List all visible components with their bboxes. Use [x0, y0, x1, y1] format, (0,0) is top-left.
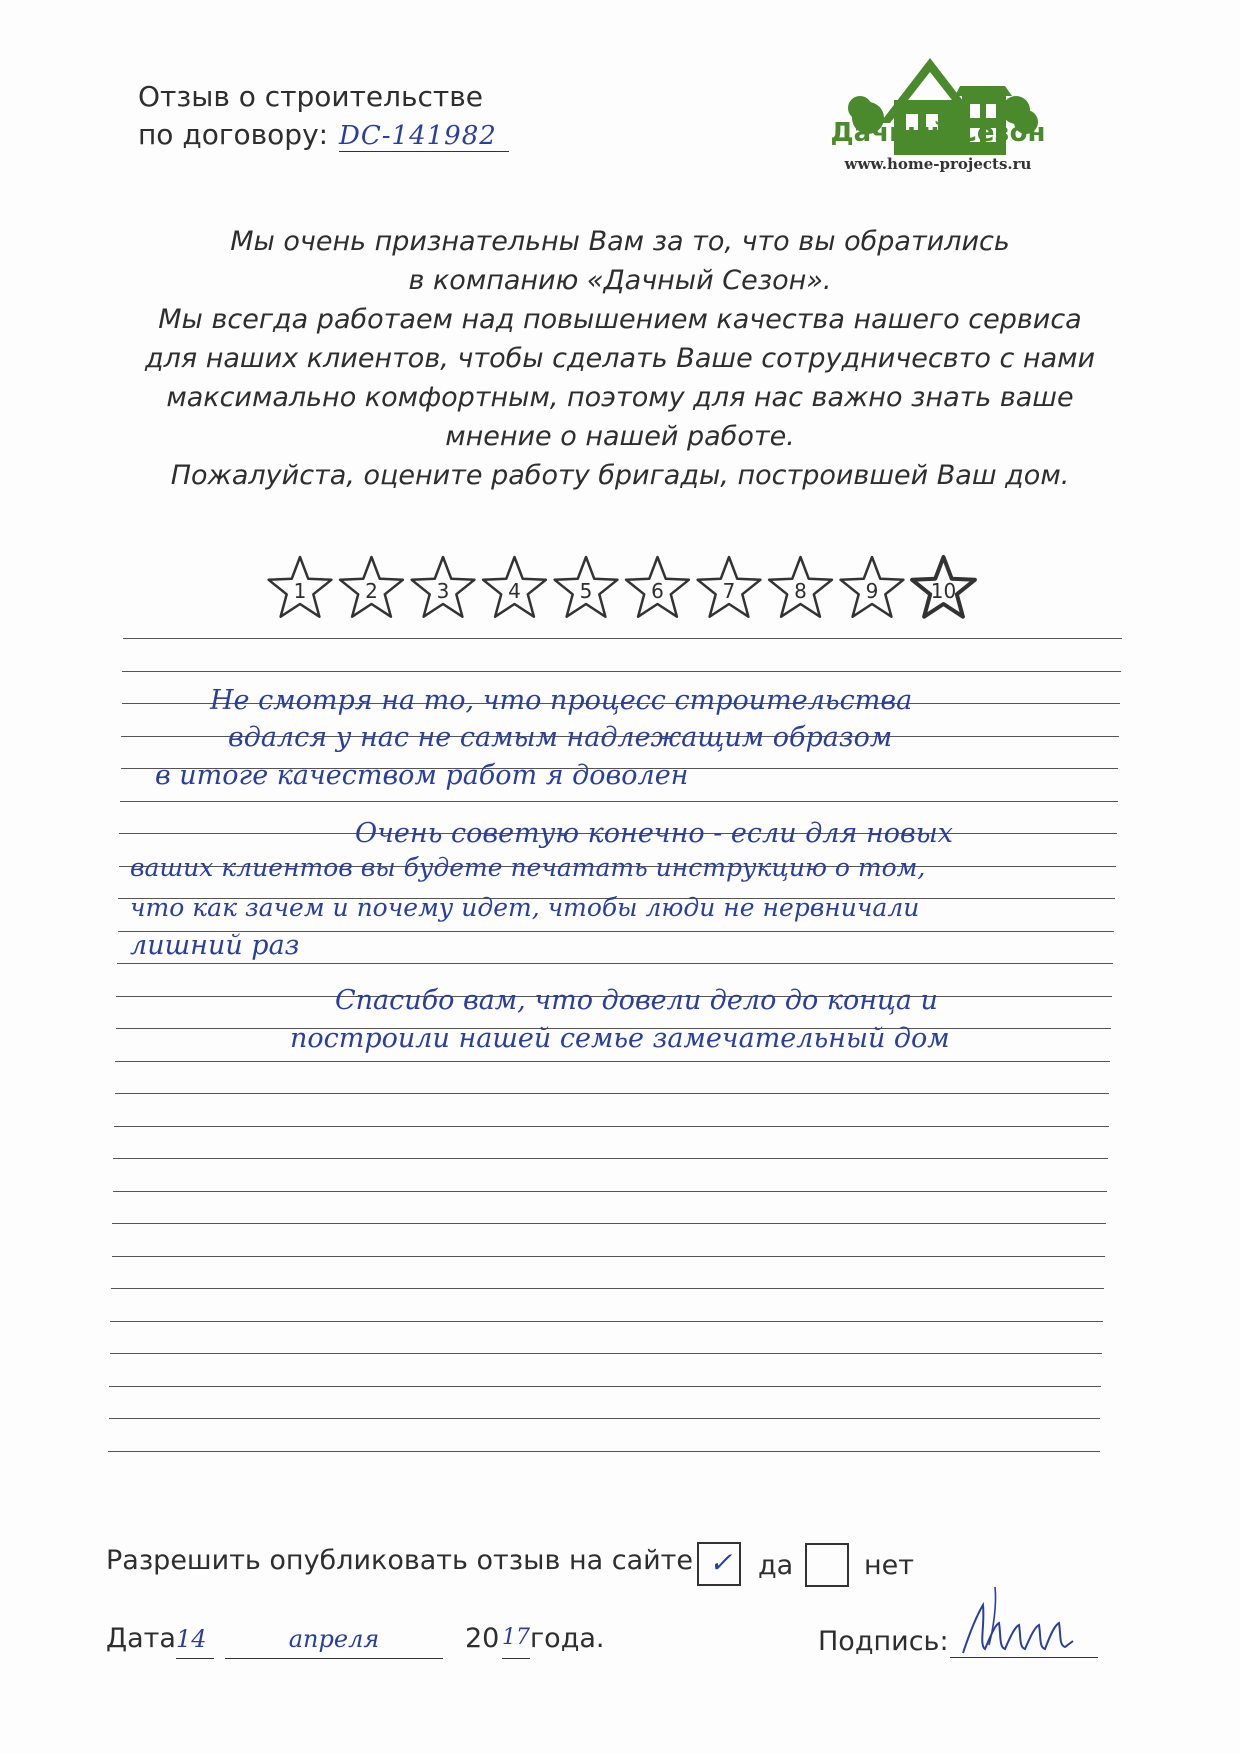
star-number: 1 [293, 579, 307, 603]
star-number: 7 [722, 579, 736, 603]
star-number: 8 [794, 579, 807, 603]
ruled-line [115, 1093, 1110, 1094]
ruled-line [108, 1451, 1100, 1452]
ruled-line [117, 963, 1113, 964]
ruled-line [110, 1321, 1103, 1322]
star-7[interactable] [698, 557, 761, 617]
star-5[interactable] [555, 557, 618, 617]
date-label: Дата [106, 1623, 176, 1654]
date-year-word: года. [530, 1623, 605, 1654]
intro-text [120, 222, 1120, 495]
date-year-prefix: 20 [465, 1623, 500, 1654]
date-year-value: 17 [502, 1625, 530, 1650]
intro-line: Мы очень признательны Вам за то, что вы обратились [230, 226, 1010, 257]
ruled-line [112, 1256, 1105, 1257]
date-month-field[interactable] [225, 1625, 443, 1659]
star-8[interactable] [769, 557, 832, 617]
review-line: что как зачем и почему идет, чтобы люди не нервничали [130, 893, 920, 922]
publish-yes-label: да [758, 1550, 794, 1581]
ruled-line [123, 638, 1122, 639]
ruled-line [113, 1191, 1107, 1192]
publish-yes-checkbox[interactable] [697, 1542, 741, 1586]
logo-url: www.home-projects.ru [844, 155, 1032, 173]
star-4[interactable] [483, 557, 546, 617]
star-number: 6 [651, 579, 664, 603]
contract-number-value: DC-141982 [339, 121, 497, 151]
star-number: 9 [865, 579, 879, 603]
star-number: 3 [436, 579, 450, 603]
ruled-line [112, 1223, 1106, 1224]
date-year-field[interactable] [502, 1625, 530, 1659]
review-line: лишний раз [130, 930, 300, 961]
star-number: 10 [930, 579, 957, 603]
review-line: в итоге качеством работ я доволен [155, 760, 689, 791]
ruled-line [109, 1386, 1101, 1387]
contract-number-field[interactable] [339, 118, 509, 152]
contract-label: по договору: [138, 118, 329, 151]
ruled-line [115, 1061, 1110, 1062]
intro-line: для наших клиентов, чтобы сделать Ваше сотрудничесвто с нами [144, 343, 1096, 374]
star-3[interactable] [412, 557, 475, 617]
review-line: построили нашей семье замечательный дом [290, 1023, 950, 1054]
ruled-line [114, 1126, 1109, 1127]
star-number: 4 [508, 579, 521, 603]
star-10[interactable] [912, 557, 975, 617]
ruled-line [111, 1288, 1104, 1289]
star-number: 5 [579, 579, 593, 603]
ruled-line [110, 1353, 1102, 1354]
yes-checkmark: ✓ [709, 1546, 733, 1579]
star-6[interactable] [626, 557, 689, 617]
publish-no-checkbox[interactable] [805, 1543, 849, 1587]
logo-name: Дачный Сезон [830, 118, 1046, 148]
review-line: Не смотря на то, что процесс строительства [210, 685, 913, 716]
signature-label: Подпись: [818, 1626, 949, 1657]
star-number: 2 [365, 579, 378, 603]
rating-stars [265, 547, 1005, 637]
date-day-field[interactable] [176, 1625, 214, 1659]
ruled-line [122, 671, 1121, 672]
intro-line: в компанию «Дачный Сезон». [408, 265, 832, 296]
contract-row [138, 118, 509, 152]
ruled-line [120, 801, 1118, 802]
review-line: Очень советую конечно - если для новых [355, 818, 953, 849]
ruled-line [109, 1418, 1101, 1419]
form-title: Отзыв о строительстве [138, 80, 483, 113]
publish-no-label: нет [864, 1550, 914, 1581]
star-9[interactable] [841, 557, 904, 617]
star-2[interactable] [340, 557, 403, 617]
intro-line: Мы всегда работаем над повышением качества нашего сервиса [158, 304, 1082, 335]
ruled-line [113, 1158, 1107, 1159]
publish-question: Разрешить опубликовать отзыв на сайте [106, 1545, 693, 1576]
signature-mark [955, 1575, 1085, 1665]
review-line: Спасибо вам, что довели дело до конца и [335, 985, 938, 1016]
intro-line: Пожалуйста, оцените работу бригады, построившей Ваш дом. [170, 460, 1070, 491]
review-line: ваших клиентов вы будете печатать инструкцию о том, [130, 853, 926, 882]
intro-line: мнение о нашей работе. [445, 421, 795, 452]
star-1[interactable] [269, 557, 332, 617]
intro-line: максимально комфортным, поэтому для нас важно знать ваше [166, 382, 1074, 413]
date-day-value: 14 [176, 1625, 207, 1653]
date-month-value: апреля [288, 1625, 380, 1653]
review-line: вдался у нас не самым надлежащим образом [228, 722, 893, 753]
